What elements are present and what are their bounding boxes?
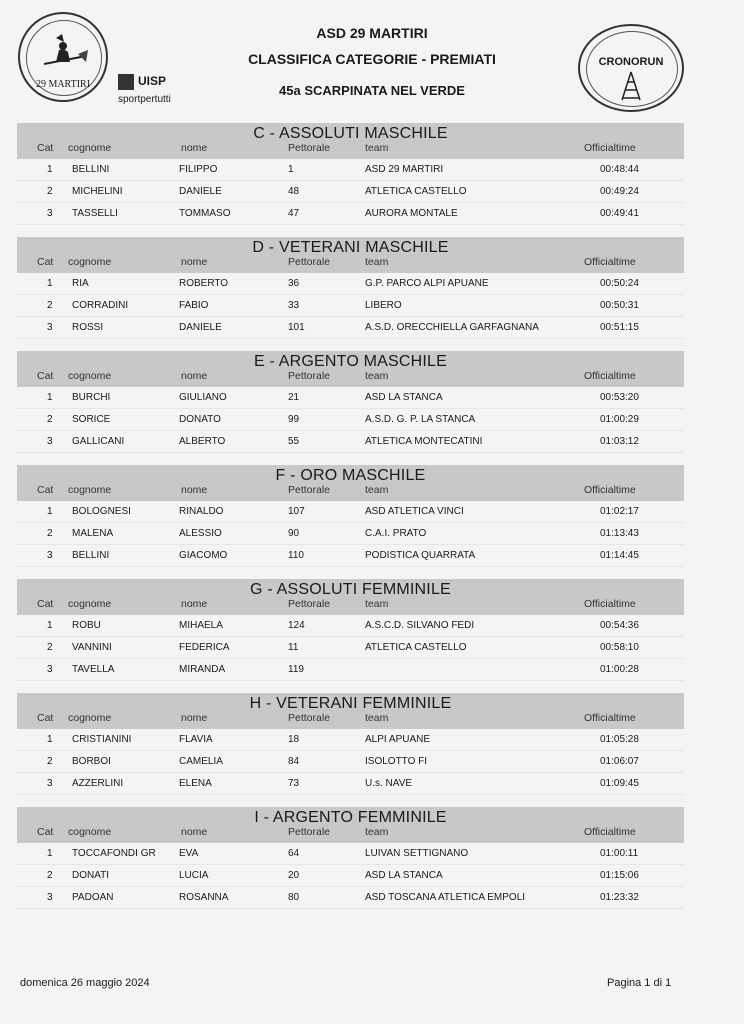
column-header-pettorale: Pettorale xyxy=(288,826,331,838)
cognome-cell: MICHELINI xyxy=(72,186,123,197)
cognome-cell: TASSELLI xyxy=(72,208,118,219)
cognome-cell: CORRADINI xyxy=(72,300,129,311)
antenna-tower-icon xyxy=(618,70,644,102)
nome-cell: ROBERTO xyxy=(179,278,229,289)
team-cell: ASD LA STANCA xyxy=(365,392,443,403)
team-cell: A.S.D. ORECCHIELLA GARFAGNANA xyxy=(365,322,539,333)
section-header xyxy=(17,465,684,501)
table-row xyxy=(17,203,684,225)
table-row xyxy=(17,637,684,659)
section-header xyxy=(17,693,684,729)
pettorale-cell: 73 xyxy=(288,778,300,789)
cognome-cell: ROBU xyxy=(72,620,101,631)
pettorale-cell: 21 xyxy=(288,392,300,403)
section-header xyxy=(17,579,684,615)
column-header-cat: Cat xyxy=(37,370,54,382)
team-cell: ATLETICA MONTECATINI xyxy=(365,436,483,447)
officialtime-cell: 01:00:29 xyxy=(600,414,639,425)
pettorale-cell: 101 xyxy=(288,322,305,333)
cat-cell: 3 xyxy=(47,664,53,675)
nome-cell: RINALDO xyxy=(179,506,224,517)
table-row xyxy=(17,773,684,795)
category-section xyxy=(17,351,684,453)
table-row xyxy=(17,501,684,523)
column-header-team: team xyxy=(365,598,389,610)
cognome-cell: CRISTIANINI xyxy=(72,734,132,745)
officialtime-cell: 01:00:11 xyxy=(600,848,639,859)
nome-cell: EVA xyxy=(179,848,199,859)
page-title: ASD 29 MARTIRI xyxy=(316,25,428,41)
nome-cell: FEDERICA xyxy=(179,642,230,653)
nome-cell: MIHAELA xyxy=(179,620,223,631)
team-cell: ISOLOTTO FI xyxy=(365,756,428,767)
officialtime-cell: 00:49:24 xyxy=(600,186,639,197)
column-header-cat: Cat xyxy=(37,142,54,154)
officialtime-cell: 01:23:32 xyxy=(600,892,639,903)
team-cell: A.S.C.D. SILVANO FEDI xyxy=(365,620,475,631)
column-header-officialtime: Officialtime xyxy=(584,712,636,724)
officialtime-cell: 00:48:44 xyxy=(600,164,639,175)
column-header-cognome: cognome xyxy=(68,142,112,154)
team-cell: ATLETICA CASTELLO xyxy=(365,642,467,653)
section-header xyxy=(17,237,684,273)
cat-cell: 1 xyxy=(47,506,53,517)
cat-cell: 2 xyxy=(47,528,53,539)
pettorale-cell: 33 xyxy=(288,300,300,311)
team-cell: C.A.I. PRATO xyxy=(365,528,427,539)
section-title: C - ASSOLUTI MASCHILE xyxy=(253,125,448,142)
team-cell: A.S.D. G. P. LA STANCA xyxy=(365,414,476,425)
column-header-nome: nome xyxy=(181,484,208,496)
nome-cell: FABIO xyxy=(179,300,209,311)
uisp-mark-icon xyxy=(118,74,134,90)
pettorale-cell: 47 xyxy=(288,208,300,219)
column-header-cognome: cognome xyxy=(68,484,112,496)
column-header-cat: Cat xyxy=(37,826,54,838)
nome-cell: MIRANDA xyxy=(179,664,226,675)
table-row xyxy=(17,431,684,453)
category-section xyxy=(17,579,684,681)
cognome-cell: TOCCAFONDI GR xyxy=(72,848,156,859)
table-row xyxy=(17,843,684,865)
nome-cell: GIULIANO xyxy=(179,392,227,403)
cat-cell: 1 xyxy=(47,164,53,175)
cat-cell: 2 xyxy=(47,870,53,881)
column-header-officialtime: Officialtime xyxy=(584,598,636,610)
cat-cell: 3 xyxy=(47,208,53,219)
pettorale-cell: 1 xyxy=(288,164,294,175)
cognome-cell: DONATI xyxy=(72,870,110,881)
pettorale-cell: 99 xyxy=(288,414,300,425)
column-header-pettorale: Pettorale xyxy=(288,142,331,154)
column-header-officialtime: Officialtime xyxy=(584,370,636,382)
team-cell: ALPI APUANE xyxy=(365,734,431,745)
category-section xyxy=(17,123,684,225)
pettorale-cell: 36 xyxy=(288,278,300,289)
uisp-logo-bottom: sportpertutti xyxy=(118,94,171,105)
column-header-nome: nome xyxy=(181,256,208,268)
column-header-cat: Cat xyxy=(37,484,54,496)
cat-cell: 3 xyxy=(47,322,53,333)
table-row xyxy=(17,659,684,681)
pettorale-cell: 11 xyxy=(288,642,299,653)
column-header-team: team xyxy=(365,142,389,154)
cat-cell: 3 xyxy=(47,550,53,561)
column-header-cognome: cognome xyxy=(68,370,112,382)
officialtime-cell: 00:53:20 xyxy=(600,392,639,403)
table-row xyxy=(17,865,684,887)
pettorale-cell: 80 xyxy=(288,892,300,903)
column-header-nome: nome xyxy=(181,712,208,724)
cognome-cell: ROSSI xyxy=(72,322,104,333)
team-cell: PODISTICA QUARRATA xyxy=(365,550,476,561)
officialtime-cell: 01:13:43 xyxy=(600,528,639,539)
nome-cell: ALBERTO xyxy=(179,436,226,447)
cronorun-brand: CRONORUN xyxy=(598,56,664,68)
cat-cell: 3 xyxy=(47,778,53,789)
officialtime-cell: 01:00:28 xyxy=(600,664,639,675)
column-header-team: team xyxy=(365,370,389,382)
category-section xyxy=(17,237,684,339)
pettorale-cell: 64 xyxy=(288,848,300,859)
pettorale-cell: 18 xyxy=(288,734,300,745)
section-title: E - ARGENTO MASCHILE xyxy=(253,353,448,370)
officialtime-cell: 01:02:17 xyxy=(600,506,639,517)
section-header xyxy=(17,123,684,159)
nome-cell: DONATO xyxy=(179,414,221,425)
team-cell: U.s. NAVE xyxy=(365,778,413,789)
column-header-officialtime: Officialtime xyxy=(584,256,636,268)
table-row xyxy=(17,523,684,545)
team-cell: LUIVAN SETTIGNANO xyxy=(365,848,469,859)
table-row xyxy=(17,751,684,773)
logo-left-text: 29 MARTIRI xyxy=(35,79,91,90)
column-header-officialtime: Officialtime xyxy=(584,484,636,496)
column-header-nome: nome xyxy=(181,370,208,382)
table-row xyxy=(17,159,684,181)
column-header-nome: nome xyxy=(181,826,208,838)
column-header-officialtime: Officialtime xyxy=(584,142,636,154)
nome-cell: DANIELE xyxy=(179,322,222,333)
column-header-pettorale: Pettorale xyxy=(288,598,331,610)
table-row xyxy=(17,295,684,317)
officialtime-cell: 01:06:07 xyxy=(600,756,639,767)
cat-cell: 2 xyxy=(47,186,53,197)
cognome-cell: BELLINI xyxy=(72,164,110,175)
cat-cell: 3 xyxy=(47,436,53,447)
team-cell: ASD TOSCANA ATLETICA EMPOLI xyxy=(365,892,526,903)
cognome-cell: BURCHI xyxy=(72,392,111,403)
column-header-pettorale: Pettorale xyxy=(288,370,331,382)
cognome-cell: SORICE xyxy=(72,414,111,425)
nome-cell: FILIPPO xyxy=(179,164,218,175)
column-header-cognome: cognome xyxy=(68,598,112,610)
pettorale-cell: 107 xyxy=(288,506,305,517)
nome-cell: TOMMASO xyxy=(179,208,231,219)
nome-cell: ALESSIO xyxy=(179,528,222,539)
asd-29-martiri-logo xyxy=(18,12,108,102)
pettorale-cell: 48 xyxy=(288,186,300,197)
cognome-cell: PADOAN xyxy=(72,892,114,903)
cat-cell: 1 xyxy=(47,734,53,745)
table-row xyxy=(17,729,684,751)
cognome-cell: AZZERLINI xyxy=(72,778,124,789)
cat-cell: 1 xyxy=(47,278,53,289)
uisp-logo-top: UISP xyxy=(138,74,167,88)
column-header-team: team xyxy=(365,256,389,268)
section-title: H - VETERANI FEMMINILE xyxy=(249,695,452,712)
column-header-cat: Cat xyxy=(37,256,54,268)
cognome-cell: BORBOI xyxy=(72,756,111,767)
column-header-pettorale: Pettorale xyxy=(288,484,331,496)
nome-cell: GIACOMO xyxy=(179,550,228,561)
nome-cell: FLAVIA xyxy=(179,734,213,745)
officialtime-cell: 01:09:45 xyxy=(600,778,639,789)
cognome-cell: GALLICANI xyxy=(72,436,125,447)
cognome-cell: BOLOGNESI xyxy=(72,506,131,517)
table-row xyxy=(17,409,684,431)
team-cell: ASD LA STANCA xyxy=(365,870,443,881)
officialtime-cell: 00:58:10 xyxy=(600,642,639,653)
cognome-cell: BELLINI xyxy=(72,550,110,561)
event-name: 45a SCARPINATA NEL VERDE xyxy=(279,83,465,98)
team-cell: AURORA MONTALE xyxy=(365,208,458,219)
cat-cell: 2 xyxy=(47,300,53,311)
table-row xyxy=(17,317,684,339)
team-cell: ASD 29 MARTIRI xyxy=(365,164,444,175)
officialtime-cell: 01:14:45 xyxy=(600,550,639,561)
column-header-cognome: cognome xyxy=(68,256,112,268)
uisp-logo xyxy=(118,74,198,110)
nome-cell: ELENA xyxy=(179,778,212,789)
team-cell: ATLETICA CASTELLO xyxy=(365,186,467,197)
cat-cell: 2 xyxy=(47,414,53,425)
officialtime-cell: 00:49:41 xyxy=(600,208,639,219)
nome-cell: DANIELE xyxy=(179,186,222,197)
cognome-cell: TAVELLA xyxy=(72,664,115,675)
pettorale-cell: 119 xyxy=(288,664,304,675)
cat-cell: 3 xyxy=(47,892,53,903)
officialtime-cell: 00:54:36 xyxy=(600,620,639,631)
cat-cell: 1 xyxy=(47,848,53,859)
officialtime-cell: 01:03:12 xyxy=(600,436,639,447)
pettorale-cell: 20 xyxy=(288,870,300,881)
column-header-cat: Cat xyxy=(37,598,54,610)
column-header-pettorale: Pettorale xyxy=(288,712,331,724)
officialtime-cell: 00:50:24 xyxy=(600,278,639,289)
cronorun-logo xyxy=(578,24,684,112)
section-header xyxy=(17,351,684,387)
team-cell: LIBERO xyxy=(365,300,402,311)
pettorale-cell: 110 xyxy=(288,550,304,561)
cat-cell: 2 xyxy=(47,642,53,653)
category-section xyxy=(17,465,684,567)
column-header-cat: Cat xyxy=(37,712,54,724)
team-cell: G.P. PARCO ALPI APUANE xyxy=(365,278,489,289)
cognome-cell: RIA xyxy=(72,278,89,289)
column-header-team: team xyxy=(365,826,389,838)
section-title: I - ARGENTO FEMMINILE xyxy=(254,809,447,826)
nome-cell: LUCIA xyxy=(179,870,209,881)
page-subtitle: CLASSIFICA CATEGORIE - PREMIATI xyxy=(248,51,496,67)
pettorale-cell: 55 xyxy=(288,436,300,447)
team-cell: ASD ATLETICA VINCI xyxy=(365,506,464,517)
column-header-cognome: cognome xyxy=(68,826,112,838)
cognome-cell: MALENA xyxy=(72,528,114,539)
witch-on-broom-icon xyxy=(42,32,88,72)
column-header-nome: nome xyxy=(181,598,208,610)
pettorale-cell: 90 xyxy=(288,528,300,539)
section-title: D - VETERANI MASCHILE xyxy=(252,239,449,256)
nome-cell: CAMELIA xyxy=(179,756,223,767)
cat-cell: 1 xyxy=(47,620,53,631)
column-header-cognome: cognome xyxy=(68,712,112,724)
officialtime-cell: 01:05:28 xyxy=(600,734,639,745)
table-row xyxy=(17,181,684,203)
column-header-team: team xyxy=(365,484,389,496)
officialtime-cell: 00:50:31 xyxy=(600,300,639,311)
column-header-officialtime: Officialtime xyxy=(584,826,636,838)
cat-cell: 1 xyxy=(47,392,53,403)
nome-cell: ROSANNA xyxy=(179,892,229,903)
section-header xyxy=(17,807,684,843)
column-header-pettorale: Pettorale xyxy=(288,256,331,268)
column-header-nome: nome xyxy=(181,142,208,154)
section-title: G - ASSOLUTI FEMMINILE xyxy=(250,581,451,598)
table-row xyxy=(17,545,684,567)
pettorale-cell: 124 xyxy=(288,620,305,631)
category-section xyxy=(17,693,684,795)
column-header-team: team xyxy=(365,712,389,724)
footer-date: domenica 26 maggio 2024 xyxy=(20,977,150,989)
cognome-cell: VANNINI xyxy=(72,642,112,653)
pettorale-cell: 84 xyxy=(288,756,300,767)
category-section xyxy=(17,807,684,909)
table-row xyxy=(17,615,684,637)
cat-cell: 2 xyxy=(47,756,53,767)
table-row xyxy=(17,887,684,909)
footer-page-number: Pagina 1 di 1 xyxy=(607,977,672,989)
table-row xyxy=(17,273,684,295)
table-row xyxy=(17,387,684,409)
officialtime-cell: 00:51:15 xyxy=(600,322,639,333)
officialtime-cell: 01:15:06 xyxy=(600,870,639,881)
section-title: F - ORO MASCHILE xyxy=(275,467,426,484)
